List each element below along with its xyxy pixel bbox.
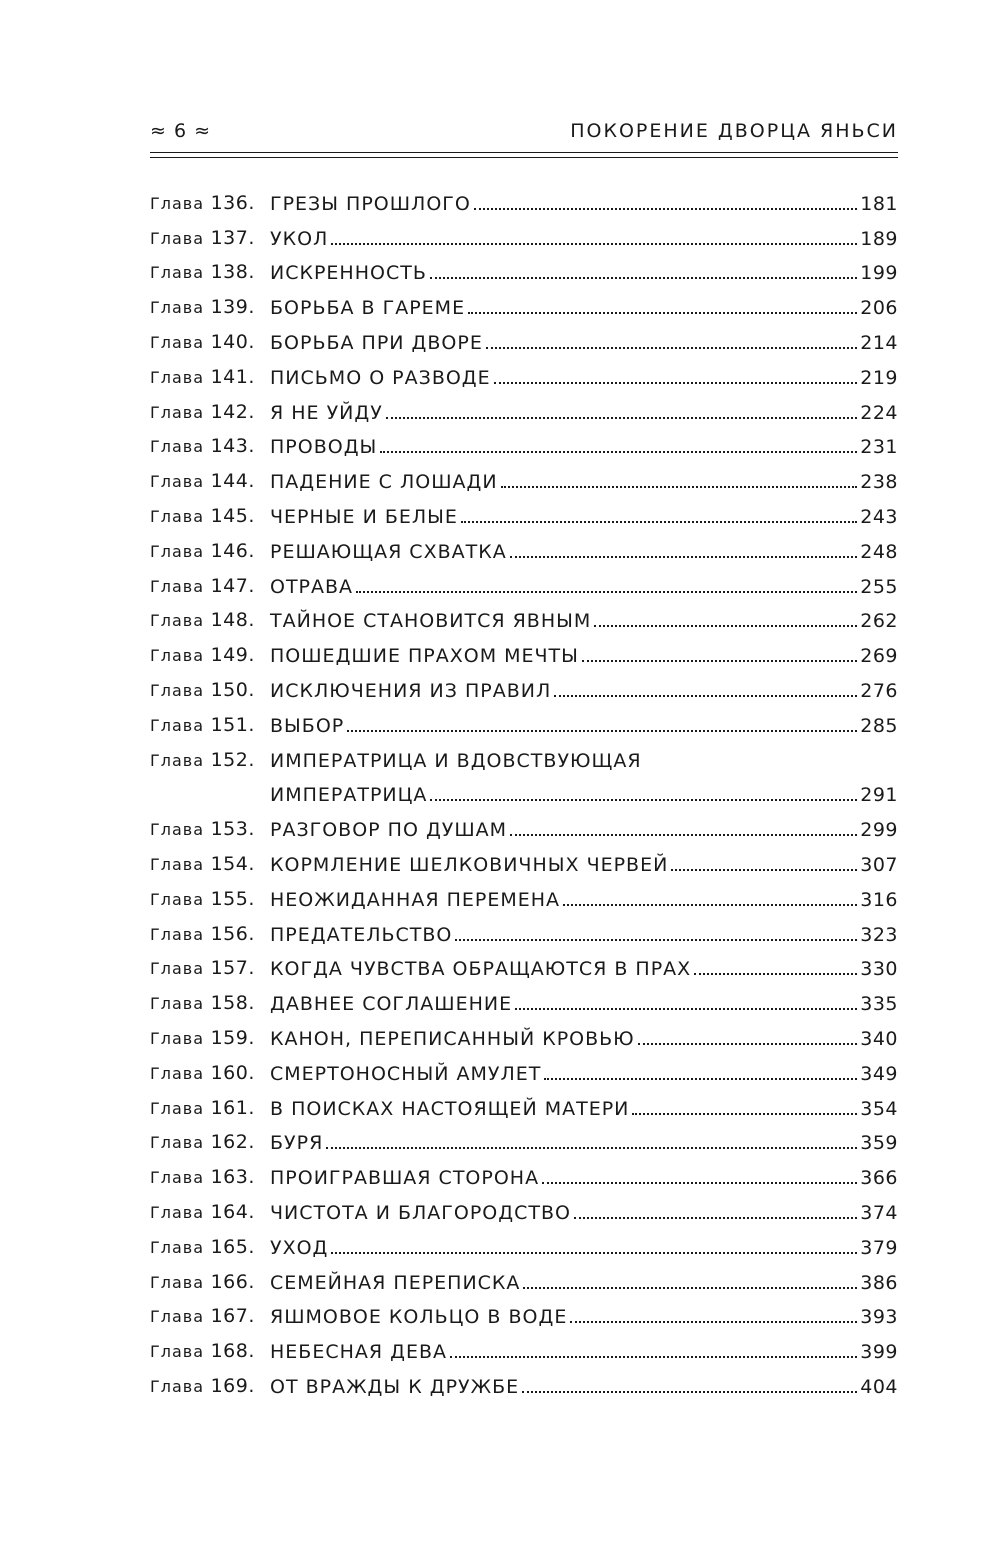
page-ref: 359 — [860, 1132, 898, 1155]
chapter-number: 165. — [210, 1235, 255, 1258]
chapter-number: 162. — [210, 1131, 255, 1154]
chapter-title: БОРЬБА ПРИ ДВОРЕ — [270, 331, 483, 354]
page-header — [150, 118, 898, 146]
chapter-word: Глава — [150, 506, 205, 526]
chapter-title: СЕМЕЙНАЯ ПЕРЕПИСКА — [270, 1271, 521, 1294]
toc-entry — [150, 215, 898, 250]
running-title: ПОКОРЕНИЕ ДВОРЦА ЯНЬСИ — [570, 120, 898, 142]
chapter-number: 156. — [210, 922, 255, 945]
toc-entry — [150, 1050, 898, 1085]
chapter-label — [150, 1027, 270, 1050]
dot-leader — [671, 869, 857, 871]
chapter-title: ОТ ВРАЖДЫ К ДРУЖБЕ — [270, 1375, 520, 1398]
chapter-title: РАЗГОВОР ПО ДУШАМ — [270, 819, 508, 842]
header-rule-bottom — [150, 157, 898, 158]
chapter-label — [150, 1097, 270, 1120]
page-ref: 379 — [860, 1236, 898, 1259]
dot-leader — [494, 382, 858, 384]
dot-leader — [331, 243, 857, 245]
chapter-title: НЕБЕСНАЯ ДЕВА — [270, 1341, 448, 1364]
chapter-number: 147. — [210, 574, 255, 597]
chapter-number: 143. — [210, 435, 255, 458]
chapter-title: БОРЬБА В ГАРЕМЕ — [270, 297, 466, 320]
toc-entry — [150, 250, 898, 285]
toc-entry — [150, 876, 898, 911]
dot-leader — [468, 312, 857, 314]
page-ref: 307 — [860, 853, 898, 876]
page-ref: 224 — [860, 401, 898, 424]
chapter-number: 154. — [210, 852, 255, 875]
chapter-label — [150, 923, 270, 946]
chapter-number: 164. — [210, 1200, 255, 1223]
dot-leader — [356, 591, 857, 593]
chapter-title: ПАДЕНИЕ С ЛОШАДИ — [270, 471, 498, 494]
toc-entry — [150, 284, 898, 319]
dot-leader — [386, 417, 857, 419]
dot-leader — [450, 1356, 857, 1358]
chapter-label — [150, 261, 270, 284]
toc-entry — [150, 354, 898, 389]
chapter-number: 158. — [210, 992, 255, 1015]
chapter-label — [150, 888, 270, 911]
chapter-label — [150, 366, 270, 389]
chapter-number: 149. — [210, 644, 255, 667]
dot-leader — [522, 1391, 857, 1393]
chapter-word: Глава — [150, 1133, 205, 1153]
chapter-title: БУРЯ — [270, 1132, 324, 1155]
chapter-word: Глава — [150, 541, 205, 561]
page-ref: 291 — [860, 784, 898, 807]
chapter-number: 161. — [210, 1096, 255, 1119]
chapter-title: ГРЕЗЫ ПРОШЛОГО — [270, 192, 471, 215]
chapter-label — [150, 1166, 270, 1189]
chapter-label — [150, 505, 270, 528]
chapter-label — [150, 1375, 270, 1398]
chapter-number: 160. — [210, 1061, 255, 1084]
toc-entry — [150, 1120, 898, 1155]
dot-leader — [594, 625, 857, 627]
chapter-word: Глава — [150, 994, 205, 1014]
dot-leader — [347, 730, 857, 732]
chapter-number: 137. — [210, 226, 255, 249]
page-ref: 299 — [860, 819, 898, 842]
chapter-word: Глава — [150, 680, 205, 700]
toc-entry — [150, 458, 898, 493]
chapter-title: ОТРАВА — [270, 575, 354, 598]
chapter-label — [150, 957, 270, 980]
page-ref: 354 — [860, 1097, 898, 1120]
page-ref: 269 — [860, 645, 898, 668]
dot-leader — [582, 660, 857, 662]
dot-leader — [574, 1217, 857, 1219]
toc-entry — [150, 424, 898, 459]
toc-entry — [150, 702, 898, 737]
chapter-number: 146. — [210, 539, 255, 562]
chapter-title: Я НЕ УЙДУ — [270, 401, 383, 424]
dot-leader — [430, 799, 857, 801]
chapter-word: Глава — [150, 820, 205, 840]
chapter-title: ПОШЕДШИЕ ПРАХОМ МЕЧТЫ — [270, 645, 579, 668]
page-ref: 349 — [860, 1062, 898, 1085]
page-ref: 276 — [860, 679, 898, 702]
chapter-word: Глава — [150, 959, 205, 979]
chapter-word: Глава — [150, 854, 205, 874]
toc-entry — [150, 1363, 898, 1398]
toc-entry — [150, 632, 898, 667]
chapter-label — [150, 192, 270, 215]
chapter-word: Глава — [150, 298, 205, 318]
chapter-number: 152. — [210, 748, 255, 771]
dot-leader — [694, 973, 857, 975]
chapter-title: ВЫБОР — [270, 714, 345, 737]
toc-entry — [150, 1085, 898, 1120]
page-ref: 238 — [860, 471, 898, 494]
page-ref: 262 — [860, 610, 898, 633]
chapter-number: 167. — [210, 1305, 255, 1328]
chapter-label — [150, 1305, 270, 1328]
dot-leader — [461, 521, 857, 523]
chapter-word: Глава — [150, 402, 205, 422]
chapter-number: 153. — [210, 818, 255, 841]
chapter-word: Глава — [150, 193, 205, 213]
chapter-number: 141. — [210, 365, 255, 388]
dot-leader — [455, 939, 857, 941]
chapter-word: Глава — [150, 715, 205, 735]
toc-entry — [150, 180, 898, 215]
toc-entry — [150, 911, 898, 946]
toc-entry — [150, 563, 898, 598]
toc-entry — [150, 1294, 898, 1329]
dot-leader — [638, 1043, 858, 1045]
chapter-word: Глава — [150, 1098, 205, 1118]
page-ref: 189 — [860, 227, 898, 250]
toc-entry — [150, 806, 898, 841]
chapter-number: 145. — [210, 504, 255, 527]
chapter-word: Глава — [150, 1028, 205, 1048]
chapter-word: Глава — [150, 576, 205, 596]
chapter-number: 155. — [210, 887, 255, 910]
page-ref: 374 — [860, 1201, 898, 1224]
chapter-label — [150, 992, 270, 1015]
table-of-contents — [150, 180, 898, 1398]
page-number: ≈ 6 ≈ — [150, 120, 212, 142]
toc-entry — [150, 1328, 898, 1363]
chapter-label — [150, 1236, 270, 1259]
chapter-label — [150, 331, 270, 354]
chapter-title: В ПОИСКАХ НАСТОЯЩЕЙ МАТЕРИ — [270, 1097, 630, 1120]
toc-entry — [150, 667, 898, 702]
chapter-label — [150, 1201, 270, 1224]
dot-leader — [430, 277, 857, 279]
page-ref: 199 — [860, 262, 898, 285]
chapter-number: 144. — [210, 470, 255, 493]
chapter-title: ПРОВОДЫ — [270, 436, 378, 459]
chapter-label — [150, 679, 270, 702]
chapter-title: ЧЕРНЫЕ И БЕЛЫЕ — [270, 505, 458, 528]
dot-leader — [486, 347, 857, 349]
chapter-word: Глава — [150, 1237, 205, 1257]
chapter-word: Глава — [150, 263, 205, 283]
chapter-word: Глава — [150, 1272, 205, 1292]
dot-leader — [544, 1078, 857, 1080]
chapter-label — [150, 1062, 270, 1085]
toc-entry — [150, 841, 898, 876]
page-ref: 231 — [860, 436, 898, 459]
chapter-word: Глава — [150, 367, 205, 387]
dot-leader — [380, 451, 857, 453]
chapter-label — [150, 1131, 270, 1154]
toc-entry — [150, 493, 898, 528]
dot-leader — [570, 1321, 857, 1323]
chapter-number: 138. — [210, 261, 255, 284]
chapter-label — [150, 575, 270, 598]
toc-entry — [150, 389, 898, 424]
chapter-label — [150, 1340, 270, 1363]
chapter-title: ЯШМОВОЕ КОЛЬЦО В ВОДЕ — [270, 1306, 568, 1329]
chapter-title: РЕШАЮЩАЯ СХВАТКА — [270, 540, 507, 563]
chapter-title: ИСКРЕННОСТЬ — [270, 262, 427, 285]
page-ref: 340 — [860, 1027, 898, 1050]
chapter-title: НЕОЖИДАННАЯ ПЕРЕМЕНА — [270, 888, 561, 911]
page-ref: 386 — [860, 1271, 898, 1294]
chapter-word: Глава — [150, 889, 205, 909]
chapter-word: Глава — [150, 1342, 205, 1362]
chapter-number: 168. — [210, 1340, 255, 1363]
chapter-title: ПРОИГРАВШАЯ СТОРОНА — [270, 1167, 540, 1190]
chapter-title-continued: ИМПЕРАТРИЦА — [270, 784, 428, 807]
chapter-title: УХОД — [270, 1236, 329, 1259]
chapter-word: Глава — [150, 332, 205, 352]
dot-leader — [326, 1147, 857, 1149]
chapter-word: Глава — [150, 646, 205, 666]
page-ref: 393 — [860, 1306, 898, 1329]
dot-leader — [523, 1287, 857, 1289]
chapter-label — [150, 818, 270, 841]
dot-leader — [563, 904, 857, 906]
page-ref: 219 — [860, 366, 898, 389]
toc-entry — [150, 598, 898, 633]
chapter-number: 148. — [210, 609, 255, 632]
page-ref: 323 — [860, 923, 898, 946]
chapter-label — [150, 853, 270, 876]
page-ref: 366 — [860, 1167, 898, 1190]
dot-leader — [474, 208, 857, 210]
chapter-word: Глава — [150, 228, 205, 248]
chapter-label — [150, 540, 270, 563]
header-rule-top — [150, 152, 898, 153]
chapter-title: КОРМЛЕНИЕ ШЕЛКОВИЧНЫХ ЧЕРВЕЙ — [270, 853, 669, 876]
page-ref: 330 — [860, 958, 898, 981]
toc-entry — [150, 737, 898, 772]
chapter-title: ЧИСТОТА И БЛАГОРОДСТВО — [270, 1201, 571, 1224]
chapter-label — [150, 1271, 270, 1294]
chapter-title: КАНОН, ПЕРЕПИСАННЫЙ КРОВЬЮ — [270, 1027, 635, 1050]
chapter-word: Глава — [150, 472, 205, 492]
dot-leader — [510, 834, 857, 836]
dot-leader — [632, 1113, 857, 1115]
page-ref: 285 — [860, 714, 898, 737]
toc-entry — [150, 1224, 898, 1259]
chapter-title: ИСКЛЮЧЕНИЯ ИЗ ПРАВИЛ — [270, 679, 552, 702]
chapter-label — [150, 296, 270, 319]
toc-entry — [150, 1015, 898, 1050]
chapter-title: КОГДА ЧУВСТВА ОБРАЩАЮТСЯ В ПРАХ — [270, 958, 692, 981]
chapter-word: Глава — [150, 750, 205, 770]
chapter-number: 136. — [210, 191, 255, 214]
page-ref: 181 — [860, 192, 898, 215]
page-ref: 316 — [860, 888, 898, 911]
chapter-number: 151. — [210, 713, 255, 736]
page-ref: 255 — [860, 575, 898, 598]
dot-leader — [554, 695, 857, 697]
chapter-title: УКОЛ — [270, 227, 329, 250]
toc-entry-continuation — [150, 772, 898, 807]
chapter-title: ТАЙНОЕ СТАНОВИТСЯ ЯВНЫМ — [270, 610, 592, 633]
chapter-number: 163. — [210, 1166, 255, 1189]
toc-entry — [150, 319, 898, 354]
toc-entry — [150, 980, 898, 1015]
chapter-word: Глава — [150, 1376, 205, 1396]
dot-leader — [510, 556, 858, 558]
chapter-label — [150, 227, 270, 250]
chapter-number: 139. — [210, 296, 255, 319]
chapter-label — [150, 470, 270, 493]
page-ref: 399 — [860, 1341, 898, 1364]
chapter-word: Глава — [150, 437, 205, 457]
dot-leader — [331, 1252, 857, 1254]
toc-entry — [150, 1259, 898, 1294]
chapter-label — [150, 749, 270, 772]
page-ref: 206 — [860, 297, 898, 320]
toc-entry — [150, 1189, 898, 1224]
chapter-number: 159. — [210, 1026, 255, 1049]
dot-leader — [542, 1182, 857, 1184]
chapter-title: ИМПЕРАТРИЦА И ВДОВСТВУЮЩАЯ — [270, 749, 642, 772]
chapter-number: 157. — [210, 957, 255, 980]
chapter-word: Глава — [150, 1307, 205, 1327]
chapter-label — [150, 435, 270, 458]
dot-leader — [501, 486, 858, 488]
page-ref: 248 — [860, 540, 898, 563]
chapter-label — [150, 609, 270, 632]
chapter-word: Глава — [150, 924, 205, 944]
chapter-title: ПРЕДАТЕЛЬСТВО — [270, 923, 453, 946]
toc-entry — [150, 528, 898, 563]
chapter-label — [150, 644, 270, 667]
dot-leader — [515, 1008, 857, 1010]
chapter-number: 140. — [210, 330, 255, 353]
chapter-number: 142. — [210, 400, 255, 423]
page-ref: 404 — [860, 1375, 898, 1398]
toc-entry — [150, 1154, 898, 1189]
page-ref: 243 — [860, 505, 898, 528]
page-ref: 335 — [860, 993, 898, 1016]
chapter-word: Глава — [150, 1202, 205, 1222]
chapter-label — [150, 401, 270, 424]
chapter-number: 150. — [210, 678, 255, 701]
chapter-number: 166. — [210, 1270, 255, 1293]
chapter-title: ПИСЬМО О РАЗВОДЕ — [270, 366, 491, 389]
chapter-word: Глава — [150, 611, 205, 631]
chapter-title: СМЕРТОНОСНЫЙ АМУЛЕТ — [270, 1062, 542, 1085]
chapter-number: 169. — [210, 1374, 255, 1397]
chapter-word: Глава — [150, 1168, 205, 1188]
page-ref: 214 — [860, 331, 898, 354]
chapter-word: Глава — [150, 1063, 205, 1083]
chapter-label — [150, 714, 270, 737]
chapter-title: ДАВНЕЕ СОГЛАШЕНИЕ — [270, 993, 513, 1016]
toc-entry — [150, 946, 898, 981]
